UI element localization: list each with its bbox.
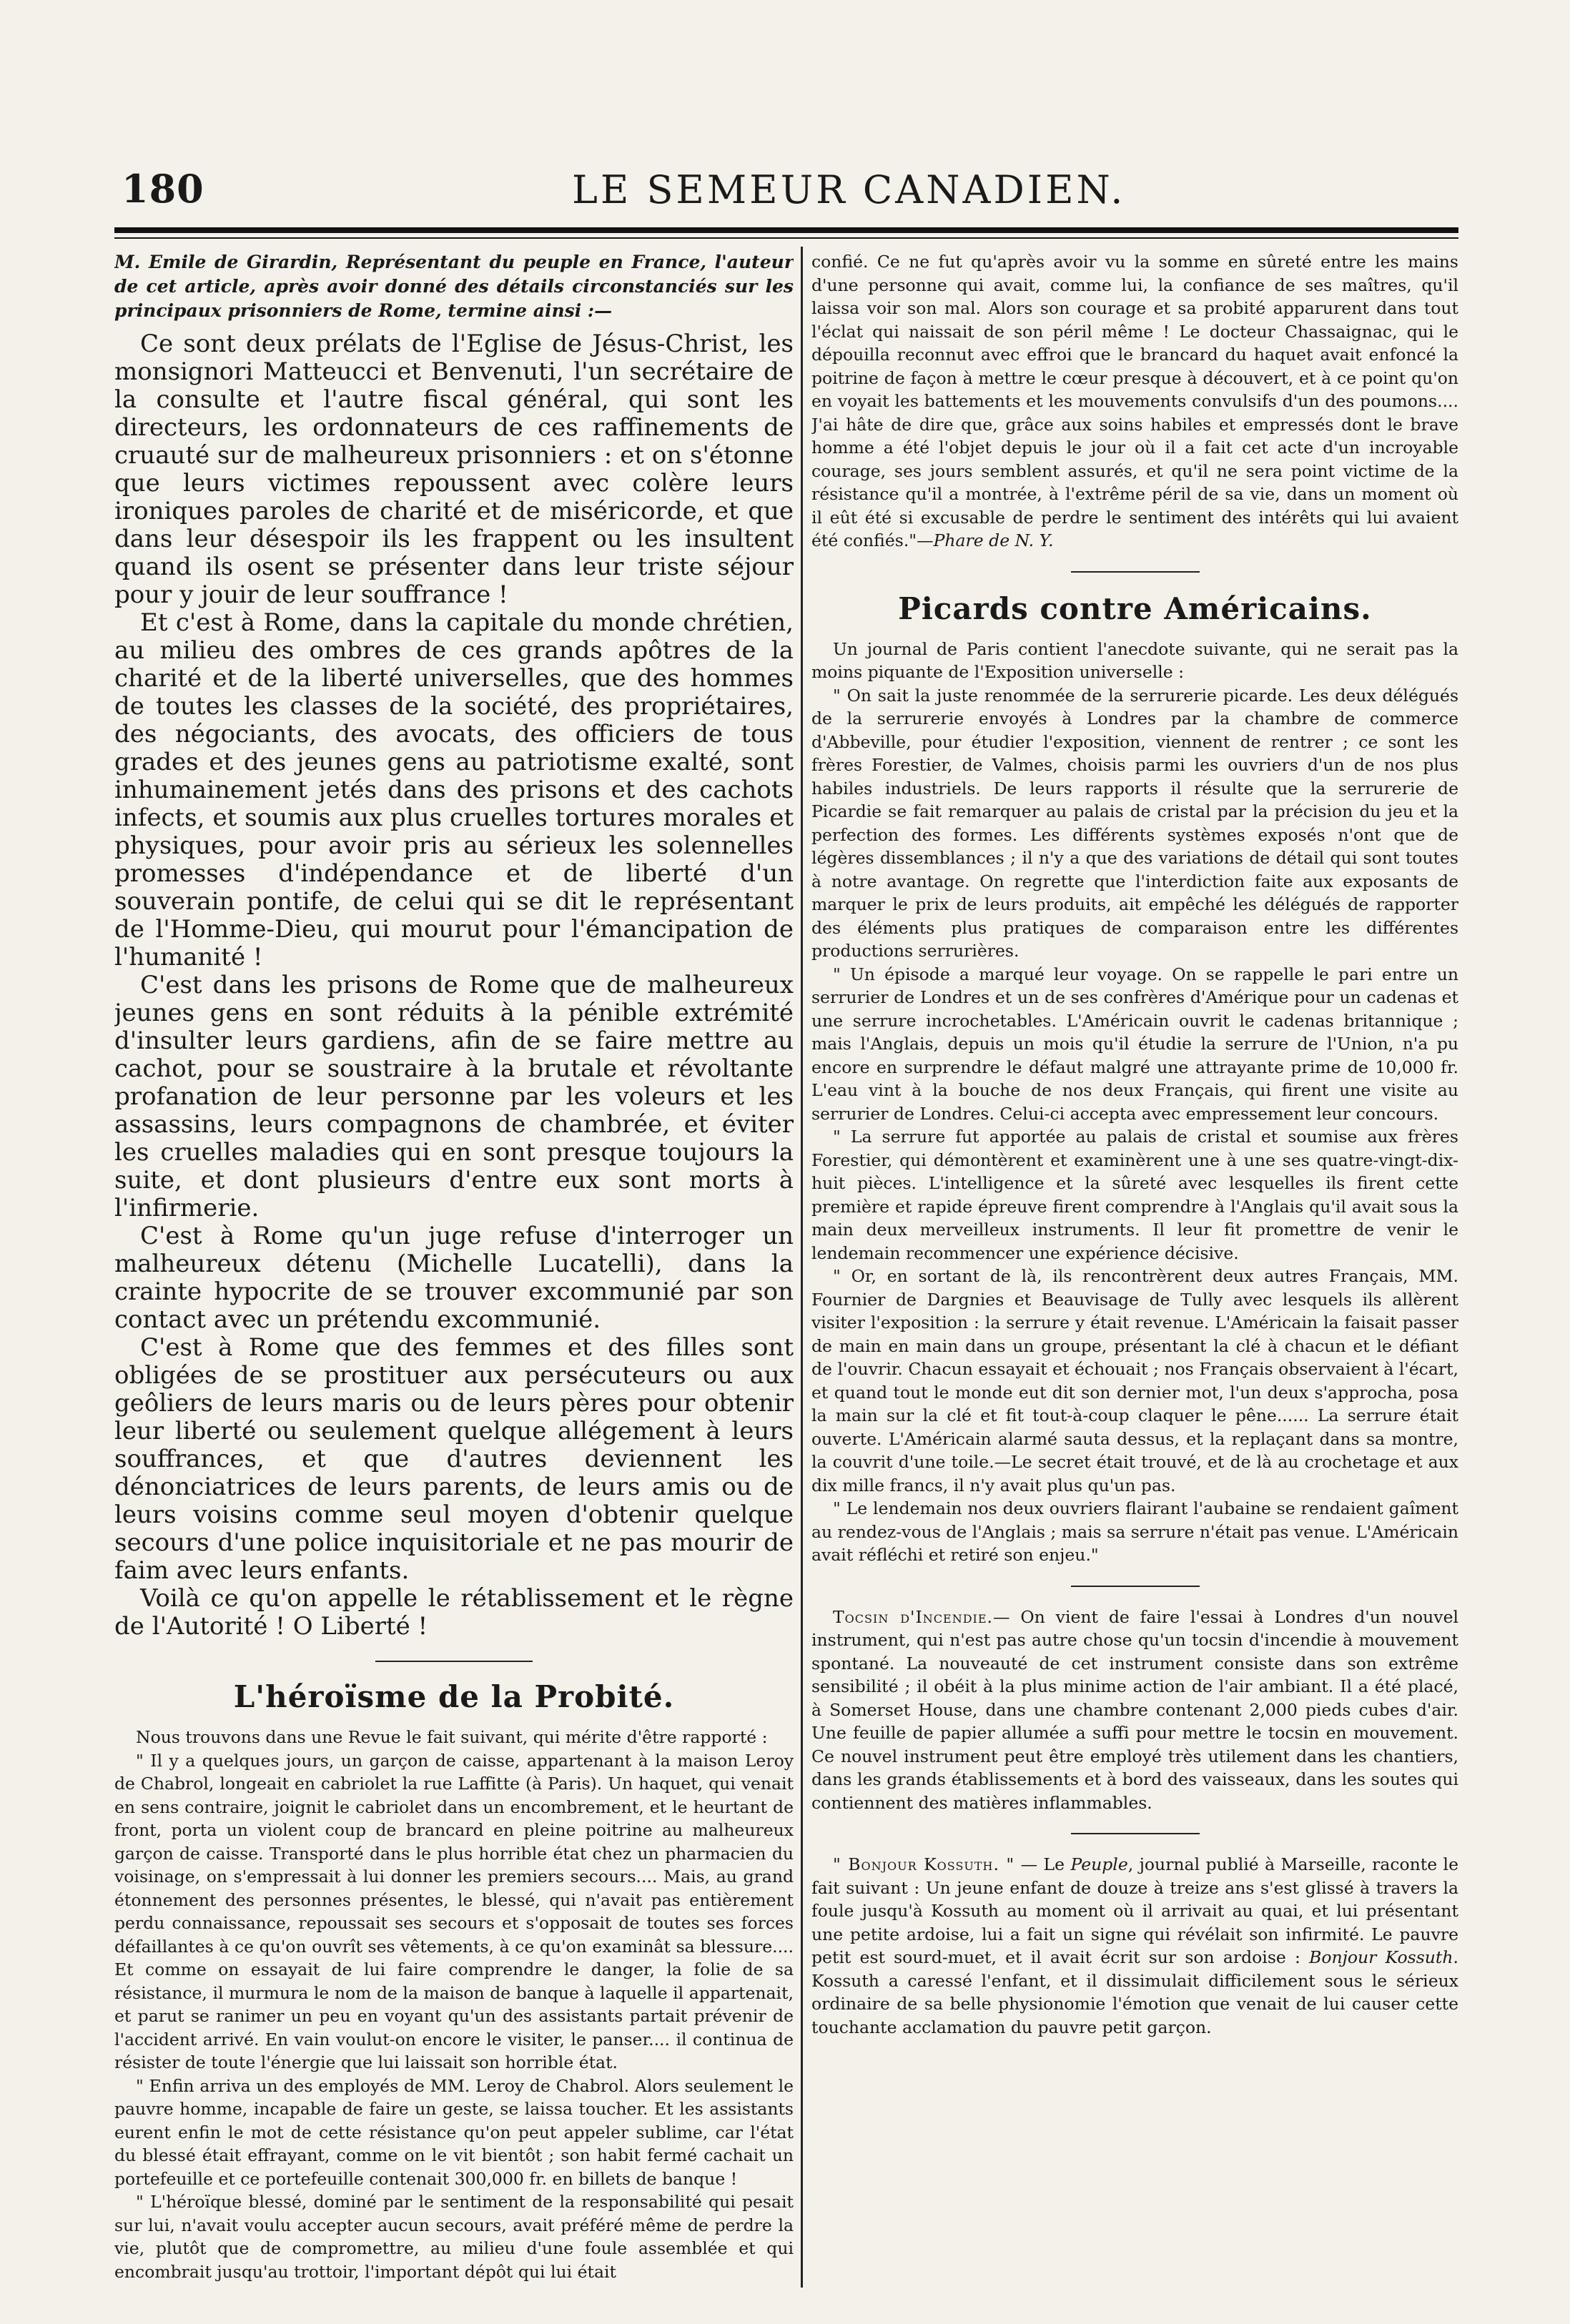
paragraph: Nous trouvons dans une Revue le fait suivant, qui mérite d'être rapporté : [136, 1727, 768, 1747]
paragraph: C'est dans les prisons de Rome que de malheureux jeunes gens en sont réduits à la pénible extrémité d'insulter leurs gardiens, afin de se faire mettre au cachot, pour se soustraire à la brutale et révoltante profanation de leur personne par les voleurs et les assassins, leurs compagnons de chambrée, et éviter les cruelles maladies qui en sont presque toujours la suite, et dont plusieurs d'entre eux sont morts à l'infirmerie. [114, 971, 794, 1222]
masthead [122, 166, 1458, 223]
item-label: Tocsin d'Incendie. [833, 1606, 993, 1627]
journal-name: Peuple [1070, 1854, 1128, 1874]
article-intro: M. Emile de Girardin, Représentant du peuple en France, l'auteur de cet article, après avoir donné des détails circonstanciés sur les principaux prisonniers de Rome, termine ainsi :— [114, 252, 794, 321]
rome-article-body [114, 330, 794, 1641]
probite-article-body [114, 1726, 794, 2283]
paragraph: " L'héroïque blessé, dominé par le sentiment de la responsabilité qui pesait sur lui, n'avait voulu accepter aucun secours, avait préféré même de perdre la vie, plutôt que de compromettre, au milieu d'une foule assemblée et qui encombrait jusqu'au trottoir, l'important dépôt qui lui était [114, 2192, 794, 2282]
paragraph [811, 1606, 1458, 1815]
section-separator [375, 1661, 533, 1662]
paragraph: " La serrure fut apportée au palais de cristal et soumise aux frères Forestier, qui démontèrent et examinèrent une à une ses quatre-vingt-dix-huit pièces. L'intelligence et la sûreté avec lesquelles ils firent cette première et rapide épreuve firent comprendre à l'Anglais qu'il avait sous la main deux merveilleux instruments. Il leur fit promettre de venir le lendemain recommencer une expérience décisive. [811, 1127, 1458, 1263]
column-divider [801, 247, 803, 2288]
item-text: . Kossuth a caressé l'enfant, et il dissimulait difficilement sous le sérieux ordinaire de sa belle physionomie l'émotion que venait de lui causer cette touchante acclamation du pauvre petit garçon. [811, 1947, 1458, 2037]
paragraph: C'est à Rome qu'un juge refuse d'interroger un malheureux détenu (Michelle Lucatelli), dans la crainte hypocrite de se trouver excommunié par son contact avec un prétendu excommunié. [114, 1222, 794, 1334]
tocsin-item [811, 1606, 1458, 1815]
section-separator [1071, 1833, 1200, 1834]
item-label: " Bonjour Kossuth. " [833, 1854, 1015, 1874]
kossuth-item [811, 1853, 1458, 2039]
item-text: , journal publié à Marseille, raconte le fait suivant : Un jeune enfant de douze à treize ans s'est glissé à travers la foule jusqu'à Kossuth au moment où il arrivait au quai, et lui présentant une petite ardoise, lui a fait un signe qui révélait son infirmité. Le pauvre petit est sourd-muet, et il avait écrit sur son ardoise : [811, 1854, 1458, 1967]
paragraph: " Il y a quelques jours, un garçon de caisse, appartenant à la maison Leroy de Chabrol, longeait en cabriolet la rue Laffitte (à Paris). Un haquet, qui venait en sens contraire, joignit le cabriolet dans un encombrement, et le heurtant de front, porta un violent coup de brancard en pleine poitrine au malheureux garçon de caisse. Transporté dans le plus horrible état chez un pharmacien du voisinage, on s'empressait à lui donner les premiers secours.... Mais, au grand étonnement des personnes présentes, le blessé, qui n'avait pas entièrement perdu connaissance, repoussait ses secours et s'opposait de toutes ses forces défaillantes à ce qu'on ouvrît ses vêtements, à ce qu'on examinât sa blessure.... Et comme on essayait de lui faire comprendre le danger, la folie de sa résistance, il murmura le nom de la maison de banque à laquelle il appartenait, et parut se ranimer un peu en voyant qu'un des assistants partait prévenir de l'accident arrivé. En vain voulut-on encore le visiter, le panser.... il continua de résister de toute l'énergie que lui laissait son horrible état. [114, 1750, 794, 2072]
item-text: — Le [1014, 1854, 1071, 1874]
picards-article-body [811, 638, 1458, 1567]
paragraph: " Le lendemain nos deux ouvriers flairant l'aubaine se rendaient gaîment au rendez-vous de l'Anglais ; mais sa serrure n'était pas venue. L'Américain avait réfléchi et retiré son enjeu." [811, 1498, 1458, 1565]
section-separator [1071, 1586, 1200, 1587]
source-attribution: Phare de N. Y. [933, 530, 1054, 550]
page-number: 180 [122, 166, 204, 212]
probite-continuation [811, 250, 1458, 553]
left-column [114, 250, 794, 2288]
paragraph [811, 1853, 1458, 2039]
paragraph: C'est à Rome que des femmes et des filles sont obligées de se prostituer aux persécuteurs ou aux geôliers de leurs maris ou de leurs pères pour obtenir leur liberté ou seulement quelque allégement à leurs souffrances, et que d'autres deviennent les dénonciatrices de leurs parents, de leurs amis ou de leurs voisins comme seul moyen d'obtenir quelque secours d'une police inquisitoriale et ne pas mourir de faim avec leurs enfants. [114, 1333, 794, 1585]
header-rule-thick [114, 227, 1458, 233]
paragraph: Voilà ce qu'on appelle le rétablissement et le règne de l'Autorité ! O Liberté ! [114, 1584, 794, 1641]
right-column [811, 250, 1458, 2288]
continuation-text: confié. Ce ne fut qu'après avoir vu la somme en sûreté entre les mains d'une personne qui avait, comme lui, la confiance de ses maîtres, qu'il laissa voir son mal. Alors son courage et sa probité apparurent dans tout l'éclat qui naissait de son péril même ! Le docteur Chassaignac, qui le dépouilla reconnut avec effroi que le brancard du haquet avait enfoncé la poitrine de façon à mettre le cœur presque à découvert, et à ce point qu'on en voyait les battements et les mouvements convulsifs d'un des poumons.... J'ai hâte de dire que, grâce aux soins habiles et empressés dont le brave homme a été l'objet depuis le jour où il a fait cet acte d'un incroyable courage, ses jours semblent assurés, et qu'il ne sera point victime de la résistance qu'il a montrée, à l'extrême péril de sa vie, dans un moment où il eût été si excusable de perdre le sentiment des intérêts qui lui avaient été confiés."— [811, 252, 1458, 550]
paragraph: Et c'est à Rome, dans la capitale du monde chrétien, au milieu des ombres de ces grands apôtres de la charité et de la liberté universelles, que des hommes de toutes les classes de la société, des propriétaires, des négociants, des avocats, des officiers de tous grades et des jeunes gens au patriotisme exalté, sont inhumainement jetés dans des prisons et des cachots infects, et soumis aux plus cruelles tortures morales et physiques, pour avoir pris au sérieux les solennelles promesses d'indépendance et de liberté d'un souverain pontife, de celui qui se dit le représentant de l'Homme-Dieu, qui mourut pour l'émancipation de l'humanité ! [114, 608, 794, 971]
journal-title: LE SEMEUR CANADIEN. [572, 167, 1126, 212]
paragraph: " On sait la juste renommée de la serrurerie picarde. Les deux délégués de la serrurerie envoyés à Londres par la chambre de commerce d'Abbeville, pour étudier l'exposition, viennent de rentrer ; ce sont les frères Forestier, de Valmes, choisis parmi les ouvriers d'un de nos plus habiles industriels. De leurs rapports il résulte que la serrurerie de Picardie se fait remarquer au palais de cristal par la précision du jeu et la perfection des formes. Les différents systèmes exposés n'ont que de légères dissemblances ; il n'y a que des variations de détail qui sont toutes à notre avantage. On regrette que l'interdiction faite aux exposants de marquer le prix de leurs produits, ait empêché les délégués de rapporter des éléments plus pratiques de comparaison entre les différentes productions serrurières. [811, 685, 1458, 961]
item-text: — On vient de faire l'essai à Londres d'un nouvel instrument, qui n'est pas autre chose qu'un tocsin d'incendie à mouvement spontané. La nouveauté de cet instrument consiste dans son extrême sensibilité ; il obéit à la plus minime action de l'air ambiant. Il a été placé, à Somerset House, dans une chambre contenant 2,000 pieds cubes d'air. Une feuille de papier allumée a suffi pour mettre le tocsin en mouvement. Ce nouvel instrument peut être employé très utilement dans les chantiers, dans les grands établissements et à bord des vaisseaux, dans les soutes qui contiennent des matières inflammables. [811, 1606, 1458, 1813]
article-heading-picards: Picards contre Américains. [898, 590, 1372, 626]
paragraph: " Or, en sortant de là, ils rencontrèrent deux autres Français, MM. Fournier de Dargnies et Beauvisage de Tully avec lesquels ils allèrent visiter l'exposition : la serrure y était revenue. L'Américain la faisait passer de main en main dans un groupe, présentant la clé à chacun et le défiant de l'ouvrir. Chacun essayait et échouait ; nos Français observaient à l'écart, et quand tout le monde eut dit son dernier mot, l'un deux s'approcha, posa la main sur la clé et fit tout-à-coup claquer le pêne...... La serrure était ouverte. L'Américain alarmé sauta dessus, et la replaçant dans sa montre, la couvrit d'une toile.—Le secret était trouvé, et de là au crochetage et aux dix mille francs, il n'y avait plus qu'un pas. [811, 1266, 1458, 1495]
paragraph: Ce sont deux prélats de l'Eglise de Jésus-Christ, les monsignori Matteucci et Benvenuti, l'un secrétaire de la consulte et l'autre fiscal général, qui sont les directeurs, les ordonnateurs de ces raffinements de cruauté sur de malheureux prisonniers : et on s'étonne que leurs victimes repoussent avec colère leurs ironiques paroles de charité et de miséricorde, et que dans leur désespoir ils les frappent ou les insultent quand ils osent se présenter dans leur triste séjour pour y jouir de leur souffrance ! [114, 330, 794, 609]
article-heading-probite: L'héroïsme de la Probité. [233, 1679, 675, 1714]
paragraph: " Un épisode a marqué leur voyage. On se rappelle le pari entre un serrurier de Londres et un de ses confrères d'Amérique pour un cadenas et une serrure incrochetables. L'Américain ouvrit le cadenas britannique ; mais l'Anglais, depuis un mois qu'il étudie la serrure de l'Union, n'a pu encore en surprendre le défaut malgré une attrayante prime de 10,000 fr. L'eau vint à la bouche de nos deux Français, qui firent une visite au serrurier de Londres. Celui-ci accepta avec empressement leur concours. [811, 964, 1458, 1124]
paragraph [811, 250, 1458, 553]
paragraph: " Enfin arriva un des employés de MM. Leroy de Chabrol. Alors seulement le pauvre homme, incapable de faire un geste, se laissa toucher. Et les assistants eurent enfin le mot de cette résistance qu'on peut appeler sublime, car l'état du blessé était effrayant, comme on le vit bientôt ; son habit fermé cachait un portefeuille et ce portefeuille contenait 300,000 fr. en billets de banque ! [114, 2075, 794, 2189]
header-rule-thin [114, 237, 1458, 239]
slate-text: Bonjour Kossuth [1309, 1947, 1453, 1967]
section-separator [1071, 571, 1200, 573]
paragraph: Un journal de Paris contient l'anecdote suivante, qui ne serait pas la moins piquante de l'Exposition universelle : [811, 638, 1458, 682]
